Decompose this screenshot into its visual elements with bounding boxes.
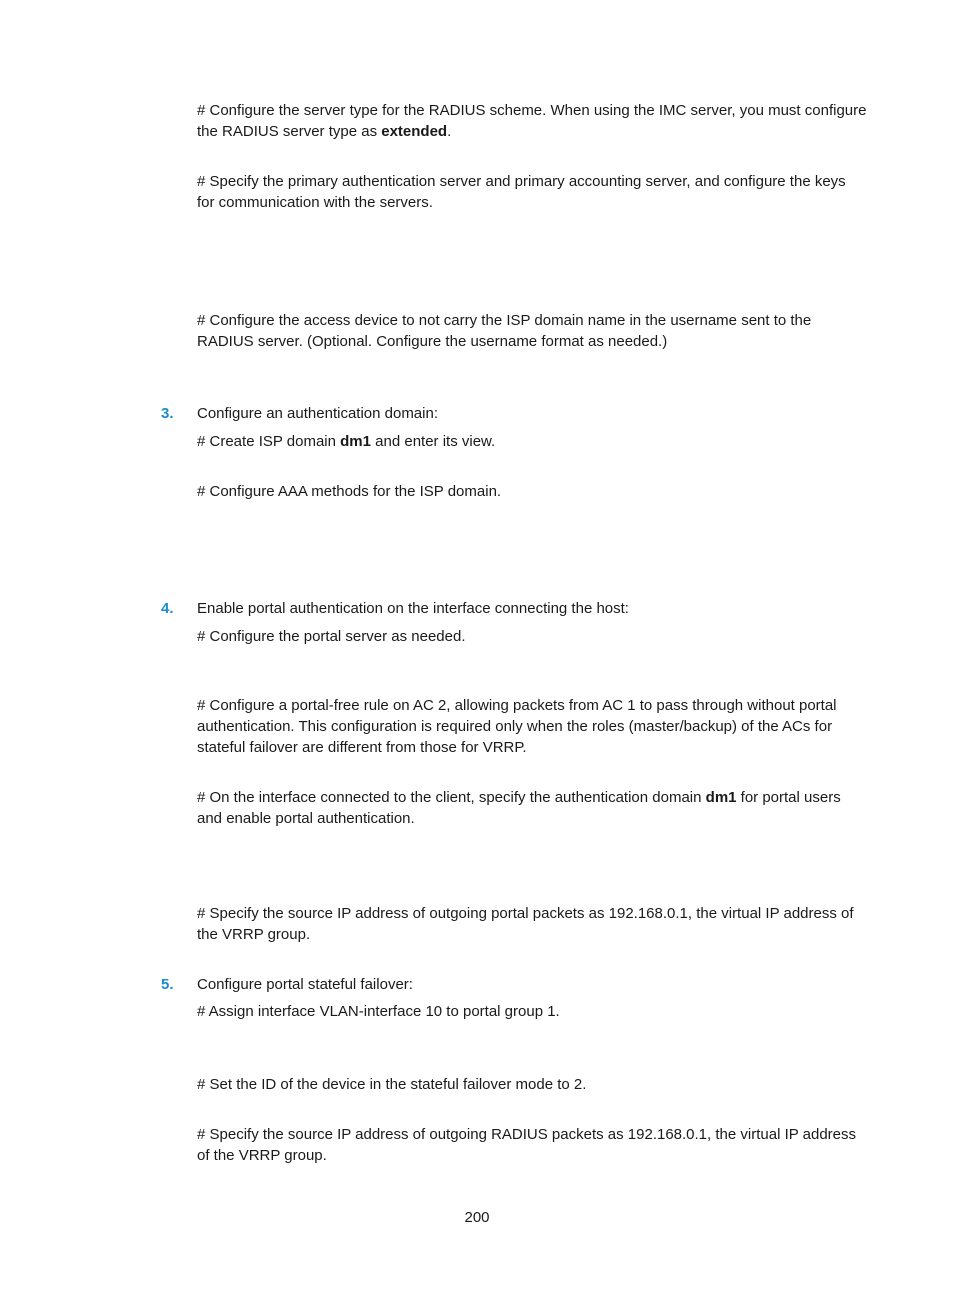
primary-servers-paragraph: # Specify the primary authentication server and primary accounting server, and configure the keys for communication with the servers. bbox=[197, 173, 846, 211]
keyword-dm1: dm1 bbox=[705, 789, 737, 806]
username-format-paragraph: # Configure the access device to not carry the ISP domain name in the username sent to the RADIUS server. (Optional. Configure the username format as needed.) bbox=[197, 312, 812, 350]
text-run: . bbox=[447, 123, 452, 140]
aaa-methods-paragraph: # Configure AAA methods for the ISP domain. bbox=[197, 483, 502, 500]
step-title: Configure portal stateful failover: bbox=[197, 976, 413, 993]
device-id-paragraph: # Set the ID of the device in the stateful failover mode to 2. bbox=[197, 1076, 587, 1093]
step-title: Enable portal authentication on the interface connecting the host: bbox=[197, 600, 629, 617]
keyword-extended: extended bbox=[381, 123, 448, 140]
text-run: # Create ISP domain bbox=[197, 433, 341, 450]
step-number: 5. bbox=[161, 976, 174, 993]
text-run: # Configure the server type for the RADIUS scheme. When using the IMC server, you must configure the RADIUS server type as bbox=[197, 102, 867, 140]
text-run: # On the interface connected to the client, specify the authentication domain bbox=[197, 789, 706, 806]
auth-domain-paragraph bbox=[197, 787, 867, 829]
step-number: 3. bbox=[161, 405, 174, 422]
portal-server-paragraph: # Configure the portal server as needed. bbox=[197, 628, 466, 645]
text-run: and enter its view. bbox=[370, 433, 496, 450]
step-number: 4. bbox=[161, 600, 174, 617]
create-isp-domain-paragraph bbox=[197, 431, 867, 452]
step-5-heading bbox=[161, 974, 867, 995]
text-run: for portal users and enable portal authentication. bbox=[197, 789, 841, 827]
step-title: Configure an authentication domain: bbox=[197, 405, 438, 422]
portal-source-ip-paragraph: # Specify the source IP address of outgoing portal packets as 192.168.0.1, the virtual IP address of the VRRP group. bbox=[197, 905, 854, 943]
radius-source-ip-paragraph: # Specify the source IP address of outgoing RADIUS packets as 192.168.0.1, the virtual IP address of the VRRP group. bbox=[197, 1126, 856, 1164]
keyword-dm1: dm1 bbox=[340, 433, 371, 450]
radius-server-type-paragraph bbox=[197, 100, 867, 142]
page-number: 200 bbox=[464, 1209, 490, 1226]
portal-free-rule-paragraph: # Configure a portal-free rule on AC 2, allowing packets from AC 1 to pass through without portal authentication. This configuration is required only when the roles (master/backup) of the ACs for stateful failover are different from those for VRRP. bbox=[197, 697, 837, 756]
step-3-heading bbox=[161, 403, 867, 424]
step-4-heading bbox=[161, 598, 867, 619]
portal-group-paragraph: # Assign interface VLAN-interface 10 to portal group 1. bbox=[197, 1003, 560, 1020]
